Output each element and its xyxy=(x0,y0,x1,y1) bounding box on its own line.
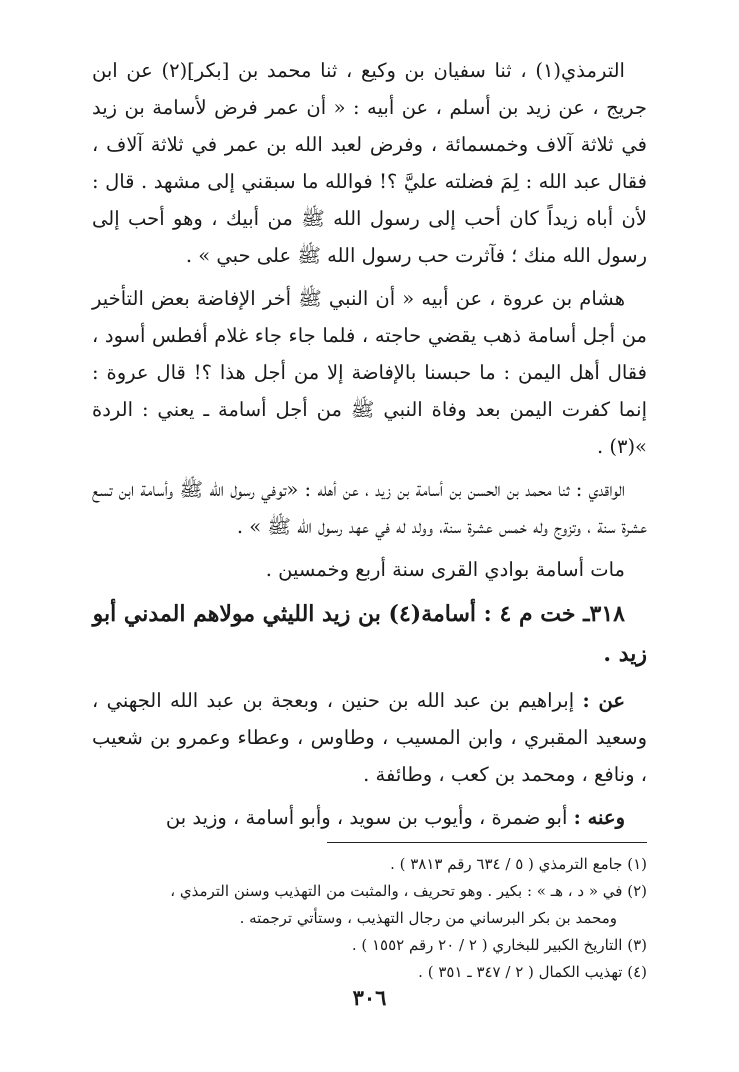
paragraph-tirmidhi: الترمذي(١) ، ثنا سفيان بن وكيع ، ثنا محمد بن [بكر](٢) عن ابن جريج ، عن زيد بن أسلم ، عن أبيه : « أن عمر فرض لأسامة بن زيد في ثلاثة آلاف وخمسمائة ، وفرض لعبد الله بن عمر في ثلاثة آلاف ، فقال عبد الله : لِمَ فضلته عليَّ ؟! فوالله ما سبقني إلى مشهد . قال : لأن أباه زيداً كان أحب إلى رسول الله ﷺ من أبيك ، وهو أحب إلى رسول الله منك ؛ فآثرت حب رسول الله ﷺ على حبي » . xyxy=(92,59,647,267)
entry-heading: ٣١٨ـ خت م ٤ : أسامة(٤) بن زيد الليثي مولاهم المدني أبو زيد . xyxy=(92,601,647,667)
paragraph-death: مات أسامة بوادي القرى سنة أربع وخمسين . xyxy=(265,558,625,581)
narrators-label: وعنه : xyxy=(573,806,625,829)
footnote-2-continuation: ومحمد بن بكر البرساني من رجال التهذيب ، وستأتي ترجمته . xyxy=(239,909,617,927)
footnotes xyxy=(92,851,647,986)
paragraph-narrated-from xyxy=(92,682,647,793)
footnote-divider xyxy=(327,842,647,843)
footnote-2: (٢) في « د ، هـ » : بكير . وهو تحريف ، والمثبت من التهذيب وسنن الترمذي ، xyxy=(170,882,647,900)
footnote-4: (٤) تهذيب الكمال ( ٢ / ٣٤٧ ـ ٣٥١ ) . xyxy=(418,963,647,981)
paragraph-waqidi: الواقدي : ثنا محمد بن الحسن بن أسامة بن زيد ، عن أهله : «توفي رسول الله ﷺ وأسامة ابن تسع عشرة سنة ، وتزوج وله خمس عشرة سنة، وولد له في عهد رسول الله ﷺ » . xyxy=(92,478,647,538)
paragraph-narrators xyxy=(92,799,647,836)
footnote-3: (٣) التاريخ الكبير للبخاري ( ٢ / ٢٠ رقم ١٥٥٢ ) . xyxy=(351,936,647,954)
page-number: ٣٠٦ xyxy=(352,985,387,1010)
paragraph-hisham: هشام بن عروة ، عن أبيه « أن النبي ﷺ أخر الإفاضة بعض التأخير من أجل أسامة ذهب يقضي حاجته ، فلما جاء جاء غلام أفطس أسود ، فقال أهل اليمن : ما حبسنا بالإفاضة إلا من أجل هذا ؟! قال عروة : إنما كفرت اليمن بعد وفاة النبي ﷺ من أجل أسامة ـ يعني : الردة »(٣) . xyxy=(92,287,647,458)
footnote-1: (١) جامع الترمذي ( ٥ / ٦٣٤ رقم ٣٨١٣ ) . xyxy=(390,855,647,873)
narrators-text: أبو ضمرة ، وأيوب بن سويد ، وأبو أسامة ، وزيد بن xyxy=(165,806,568,829)
narrated-from-label: عن : xyxy=(582,689,626,712)
narrated-from-text: إبراهيم بن عبد الله بن حنين ، وبعجة بن عبد الله الجهني ، وسعيد المقبري ، وابن المسيب ، وطاوس ، وعطاء وعمرو بن شعيب ، ونافع ، ومحمد بن كعب ، وطائفة . xyxy=(92,689,647,786)
